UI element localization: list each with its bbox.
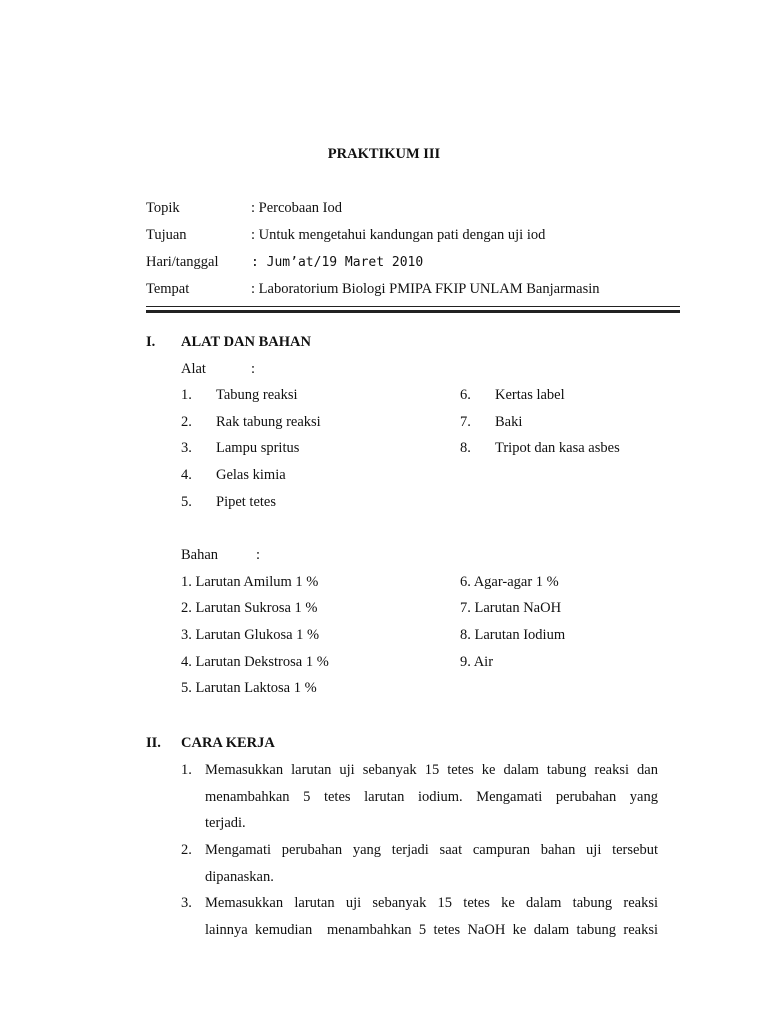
meta-value-topik: : Percobaan Iod [251,200,342,216]
list-item: 2. Larutan Sukrosa 1 % [181,600,318,616]
section1-title: ALAT DAN BAHAN [181,334,311,350]
page-title: PRAKTIKUM III [327,146,441,162]
list-item-number: 1. [181,387,192,403]
step-number: 2. [181,842,192,858]
step-line: lainnya kemudian menambahkan 5 tetes NaOH ke dalam tabung reaksi [205,921,658,938]
meta-label-topik: Topik [146,200,180,216]
meta-label-tujuan: Tujuan [146,227,187,243]
alat-label: Alat [181,361,206,377]
list-item: Rak tabung reaksi [216,414,321,430]
step-line: menambahkan 5 tetes larutan iodium. Mengamati perubahan yang [205,788,658,805]
list-item-number: 4. [181,467,192,483]
divider-thick [146,310,680,313]
list-item: 5. Larutan Laktosa 1 % [181,680,317,696]
step-line: Memasukkan larutan uji sebanyak 15 tetes ke dalam tabung reaksi dan [205,762,658,778]
list-item-number: 6. [460,387,471,403]
list-item-number: 2. [181,414,192,430]
section2-title: CARA KERJA [181,735,275,751]
meta-label-tempat: Tempat [146,281,190,297]
meta-value-tempat: : Laboratorium Biologi PMIPA FKIP UNLAM Banjarmasin [251,281,600,297]
list-item: Tabung reaksi [216,387,298,403]
divider-thin [146,306,680,307]
list-item-number: 7. [460,414,471,430]
list-item: 3. Larutan Glukosa 1 % [181,627,320,643]
alat-colon: : [251,361,256,377]
list-item-number: 5. [181,494,192,510]
list-item: Kertas label [495,387,565,403]
step-number: 1. [181,762,192,778]
bahan-colon: : [256,547,261,563]
step-line: Mengamati perubahan yang terjadi saat campuran bahan uji tersebut [205,842,658,858]
list-item-number: 3. [181,440,192,456]
meta-value-tujuan: : Untuk mengetahui kandungan pati dengan uji iod [251,227,546,243]
bahan-label: Bahan [181,547,219,563]
list-item: 7. Larutan NaOH [460,600,562,616]
step-text [205,890,658,943]
section1-number: I. [146,334,156,350]
list-item: 8. Larutan Iodium [460,627,566,643]
list-item: Lampu spritus [216,440,300,456]
list-item: Gelas kimia [216,467,286,483]
step-text [205,757,658,837]
list-item-number: 8. [460,440,471,456]
list-item: 6. Agar-agar 1 % [460,574,559,590]
list-item: 1. Larutan Amilum 1 % [181,574,319,590]
list-item: 4. Larutan Dekstrosa 1 % [181,654,329,670]
list-item: Tripot dan kasa asbes [495,440,620,456]
meta-label-hari-tanggal: Hari/tanggal [146,254,219,270]
step-text [205,837,658,890]
meta-value-hari-tanggal: : Jum’at/19 Maret 2010 [251,255,424,270]
step-line: terjadi. [205,815,246,831]
step-line: Memasukkan larutan uji sebanyak 15 tetes ke dalam tabung reaksi [205,895,658,911]
section2-number: II. [146,735,161,751]
list-item: Baki [495,414,523,430]
step-number: 3. [181,895,192,911]
step-line: dipanaskan. [205,868,274,885]
list-item: Pipet tetes [216,494,277,510]
list-item: 9. Air [460,654,494,670]
